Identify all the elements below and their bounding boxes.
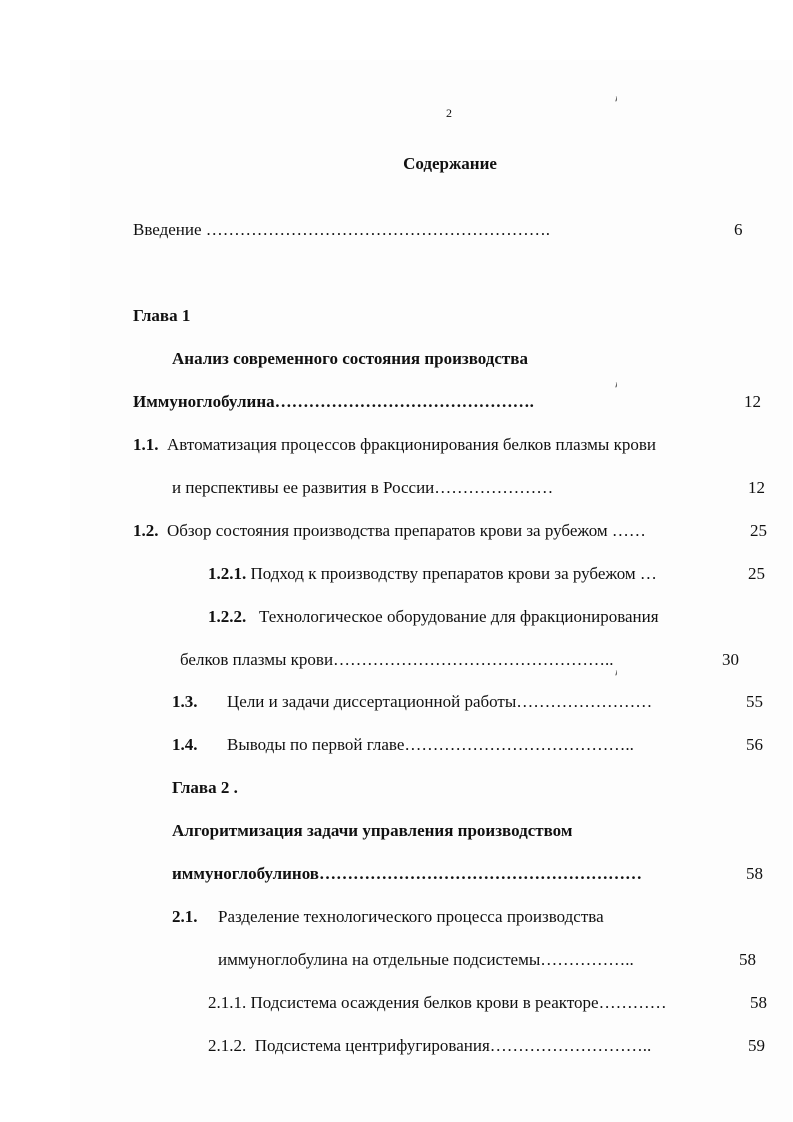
toc-entry-1-4 <box>172 734 198 756</box>
scan-speck: ヽ <box>606 89 625 109</box>
section-number: 2.1. <box>172 907 198 926</box>
section-number: 1.2. <box>133 521 159 540</box>
toc-entry-continuation <box>172 477 553 499</box>
toc-entry-intro <box>133 219 550 241</box>
toc-entry-2-1 <box>172 906 198 928</box>
chapter-title-line <box>172 863 642 885</box>
toc-page-number: 59 <box>748 1036 765 1055</box>
toc-page-number: 56 <box>746 735 763 754</box>
toc-entry-text: и перспективы ее развития в России <box>172 478 435 497</box>
section-number: 1.3. <box>172 692 198 711</box>
toc-entry-text: Иммуноглобулина <box>133 392 275 411</box>
toc-entry-2-1-text <box>218 906 604 928</box>
toc-entry-text: Глава 1 <box>133 306 191 325</box>
toc-entry-text: Технологическое оборудование для фракционирования <box>259 607 659 626</box>
toc-entry-text: Разделение технологического процесса производства <box>218 907 604 926</box>
section-number: 2.1.2. <box>208 1036 247 1055</box>
toc-entry-1-1 <box>133 434 656 456</box>
toc-leader: …… <box>607 521 646 540</box>
toc-entry-text: Выводы по первой главе <box>227 735 405 754</box>
toc-leader: ………………………………….. <box>404 735 634 754</box>
toc-page-number: 25 <box>748 564 765 583</box>
toc-entry-text: Обзор состояния производства препаратов крови за рубежом <box>167 521 608 540</box>
toc-page-number: 12 <box>744 392 761 411</box>
toc-leader: ………………………………………. <box>274 392 534 411</box>
toc-entry-1-2 <box>133 520 646 542</box>
toc-entry-1-2-2 <box>208 606 659 628</box>
toc-leader: ………………… <box>434 478 554 497</box>
toc-entry-text: иммуноглобулинов <box>172 864 319 883</box>
chapter-heading <box>172 777 238 799</box>
toc-leader: ………… <box>598 993 667 1012</box>
toc-leader: …………………… <box>516 692 653 711</box>
toc-leader: …………….. <box>540 950 634 969</box>
toc-entry-text: Подход к производству препаратов крови за рубежом <box>250 564 636 583</box>
toc-entry-text: Алгоритмизация задачи управления производством <box>172 821 573 840</box>
toc-page-number: 25 <box>750 521 767 540</box>
toc-page-number: 58 <box>750 993 767 1012</box>
scan-speck: ヽ <box>606 375 625 395</box>
section-number: 1.2.2. <box>208 607 247 626</box>
chapter-title-line <box>172 820 572 842</box>
toc-entry-continuation <box>180 649 614 671</box>
toc-page-number: 58 <box>739 950 756 969</box>
toc-entry-1-3-text <box>227 691 652 713</box>
toc-entry-text: Подсистема центрифугирования <box>254 1036 490 1055</box>
toc-entry-continuation <box>218 949 634 971</box>
section-number: 1.4. <box>172 735 198 754</box>
toc-entry-text: Глава 2 . <box>172 778 238 797</box>
toc-entry-text: белков плазмы крови <box>180 650 334 669</box>
chapter-title-line <box>172 348 528 370</box>
toc-page-number: 12 <box>748 478 765 497</box>
toc-leader: ………………………………………………… <box>318 864 642 883</box>
toc-entry-1-2-1 <box>208 563 657 585</box>
toc-leader: ………………………………………….. <box>333 650 614 669</box>
page-title: Содержание <box>403 154 497 173</box>
toc-entry-1-3 <box>172 691 198 713</box>
scan-speck: ヽ <box>606 663 625 683</box>
toc-entry-2-1-2 <box>208 1035 651 1057</box>
toc-entry-text: иммуноглобулина на отдельные подсистемы <box>218 950 541 969</box>
toc-entry-text: Подсистема осаждения белков крови в реакторе <box>250 993 599 1012</box>
chapter-title-line <box>133 391 534 413</box>
section-number: 1.1. <box>133 435 159 454</box>
toc-entry-2-1-1 <box>208 992 667 1014</box>
page-number: 2 <box>446 106 452 120</box>
toc-leader: ……………………….. <box>489 1036 652 1055</box>
section-number: 1.2.1. <box>208 564 247 583</box>
toc-entry-text: Анализ современного состояния производства <box>172 349 528 368</box>
section-number: 2.1.1. <box>208 993 247 1012</box>
toc-leader: … <box>635 564 657 583</box>
toc-entry-text: Цели и задачи диссертационной работы <box>227 692 517 711</box>
toc-page-number: 6 <box>734 220 743 239</box>
toc-page-number: 58 <box>746 864 763 883</box>
toc-page-number: 55 <box>746 692 763 711</box>
chapter-heading <box>133 305 190 327</box>
toc-entry-text: Введение <box>133 220 202 239</box>
toc-entry-1-4-text <box>227 734 634 756</box>
toc-entry-text: Автоматизация процессов фракционирования белков плазмы крови <box>167 435 656 454</box>
toc-page-number: 30 <box>722 650 739 669</box>
toc-leader: ……………………………………………………. <box>201 220 551 239</box>
